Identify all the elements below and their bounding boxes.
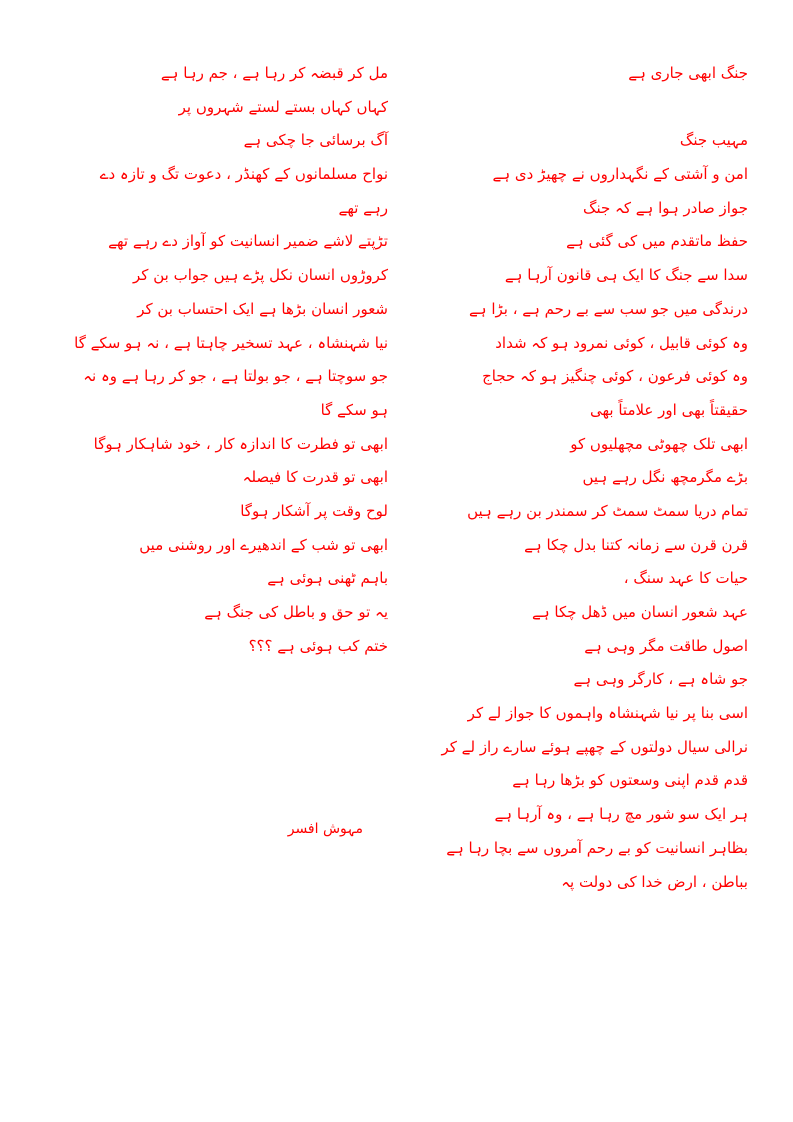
poem-line: قرن قرن سے زمانہ کتنا بدل چکا ہے — [524, 535, 748, 554]
poem-line: نیا شہنشاہ ، عہد تسخیر چاہتا ہے ، نہ ہو سکے گا — [74, 333, 388, 352]
poem-line: ابھی تو قدرت کا فیصلہ — [242, 468, 388, 487]
poem-line: باہم ٹھنی ہوئی ہے — [267, 569, 388, 588]
poem-line: حیات کا عہد سنگ ، — [623, 569, 748, 588]
poem-line: بباطن ، ارض خدا کی دولت پہ — [561, 872, 748, 891]
poem-line: حقیقتاً بھی اور علامتاً بھی — [589, 400, 748, 419]
poem-line: ابھی تلک چھوٹی مچھلیوں کو — [570, 434, 748, 453]
poem-line: آگ برسائی جا چکی ہے — [243, 131, 388, 150]
poem-line: ابھی تو شب کے اندھیرے اور روشنی میں — [139, 535, 388, 554]
poem-line: حفظ ماتقدم میں کی گئی ہے — [566, 232, 748, 251]
poem-line: وہ کوئی فرعون ، کوئی چنگیز ہو کہ حجاج — [482, 367, 748, 386]
poem-line: ابھی تو فطرت کا اندازہ کار ، خود شاہکار ہوگا — [93, 434, 388, 453]
poem-line: جواز صادر ہوا ہے کہ جنگ — [583, 198, 748, 217]
poem-line: ہو سکے گا — [320, 400, 388, 419]
poem-line: اسی بنا پر نیا شہنشاہ واہموں کا جواز لے کر — [467, 704, 748, 723]
poem-line: جو شاہ ہے ، کارگر وہی ہے — [573, 670, 748, 689]
poem-line: کہاں کہاں بستے لستے شہروں پر — [178, 97, 388, 116]
poem-column-left — [48, 57, 388, 663]
author-signature: مہوش افسر — [287, 821, 363, 837]
poem-line: بظاہر انسانیت کو بے رحم آمروں سے بچا رہا ہے — [446, 838, 748, 857]
poem-column-right — [393, 57, 748, 899]
poem-line: مل کر قبضہ کر رہا ہے ، جم رہا ہے — [160, 64, 388, 82]
poem-line: اصول طاقت مگر وہی ہے — [584, 636, 748, 655]
poem-line: بڑے مگرمچھ نگل رہے ہیں — [582, 468, 748, 487]
poem-line: شعور انسان بڑھا ہے ایک احتساب بن کر — [137, 299, 388, 318]
poem-line: وہ کوئی قابیل ، کوئی نمرود ہو کہ شداد — [495, 333, 748, 352]
poem-line: سدا سے جنگ کا ایک ہی قانون آرہا ہے — [504, 266, 748, 285]
poem-line: قدم قدم اپنی وسعتوں کو بڑھا رہا ہے — [512, 771, 748, 790]
poem-line: رہے تھے — [338, 198, 388, 217]
poem-line: عہد شعور انسان میں ڈھل چکا ہے — [532, 603, 748, 621]
poem-line: نواح مسلمانوں کے کھنڈر ، دعوت تگ و تازہ دے — [99, 165, 388, 184]
poem-line: جو سوچتا ہے ، جو بولتا ہے ، جو کر رہا ہے وہ نہ — [83, 367, 388, 386]
poem-line: ہر ایک سو شور مچ رہا ہے ، وہ آرہا ہے — [494, 805, 748, 824]
poem-line: نرالی سیال دولتوں کے چھپے ہوئے سارے راز لے کر — [441, 737, 748, 756]
poem-line: جنگ ابھی جاری ہے — [628, 64, 748, 82]
poem-line-blank — [393, 91, 748, 125]
poem-line: ختم کب ہوئی ہے ؟؟؟ — [248, 636, 388, 655]
poem-line: درندگی میں جو سب سے بے رحم ہے ، بڑا ہے — [468, 299, 748, 318]
poem-line: لوح وقت پر آشکار ہوگا — [240, 501, 388, 520]
poem-line: یہ تو حق و باطل کی جنگ ہے — [204, 603, 388, 621]
poem-line: مہیب جنگ — [679, 131, 748, 150]
poem-line: تمام دریا سمٹ سمٹ کر سمندر بن رہے ہیں — [467, 501, 748, 520]
poem-line: امن و آشتی کے نگہداروں نے چھیڑ دی ہے — [492, 165, 748, 184]
poem-line: کروڑوں انسان نکل پڑے ہیں جواب بن کر — [133, 266, 388, 285]
poem-line: تڑپتے لاشے ضمیر انسانیت کو آواز دے رہے تھے — [108, 232, 388, 251]
